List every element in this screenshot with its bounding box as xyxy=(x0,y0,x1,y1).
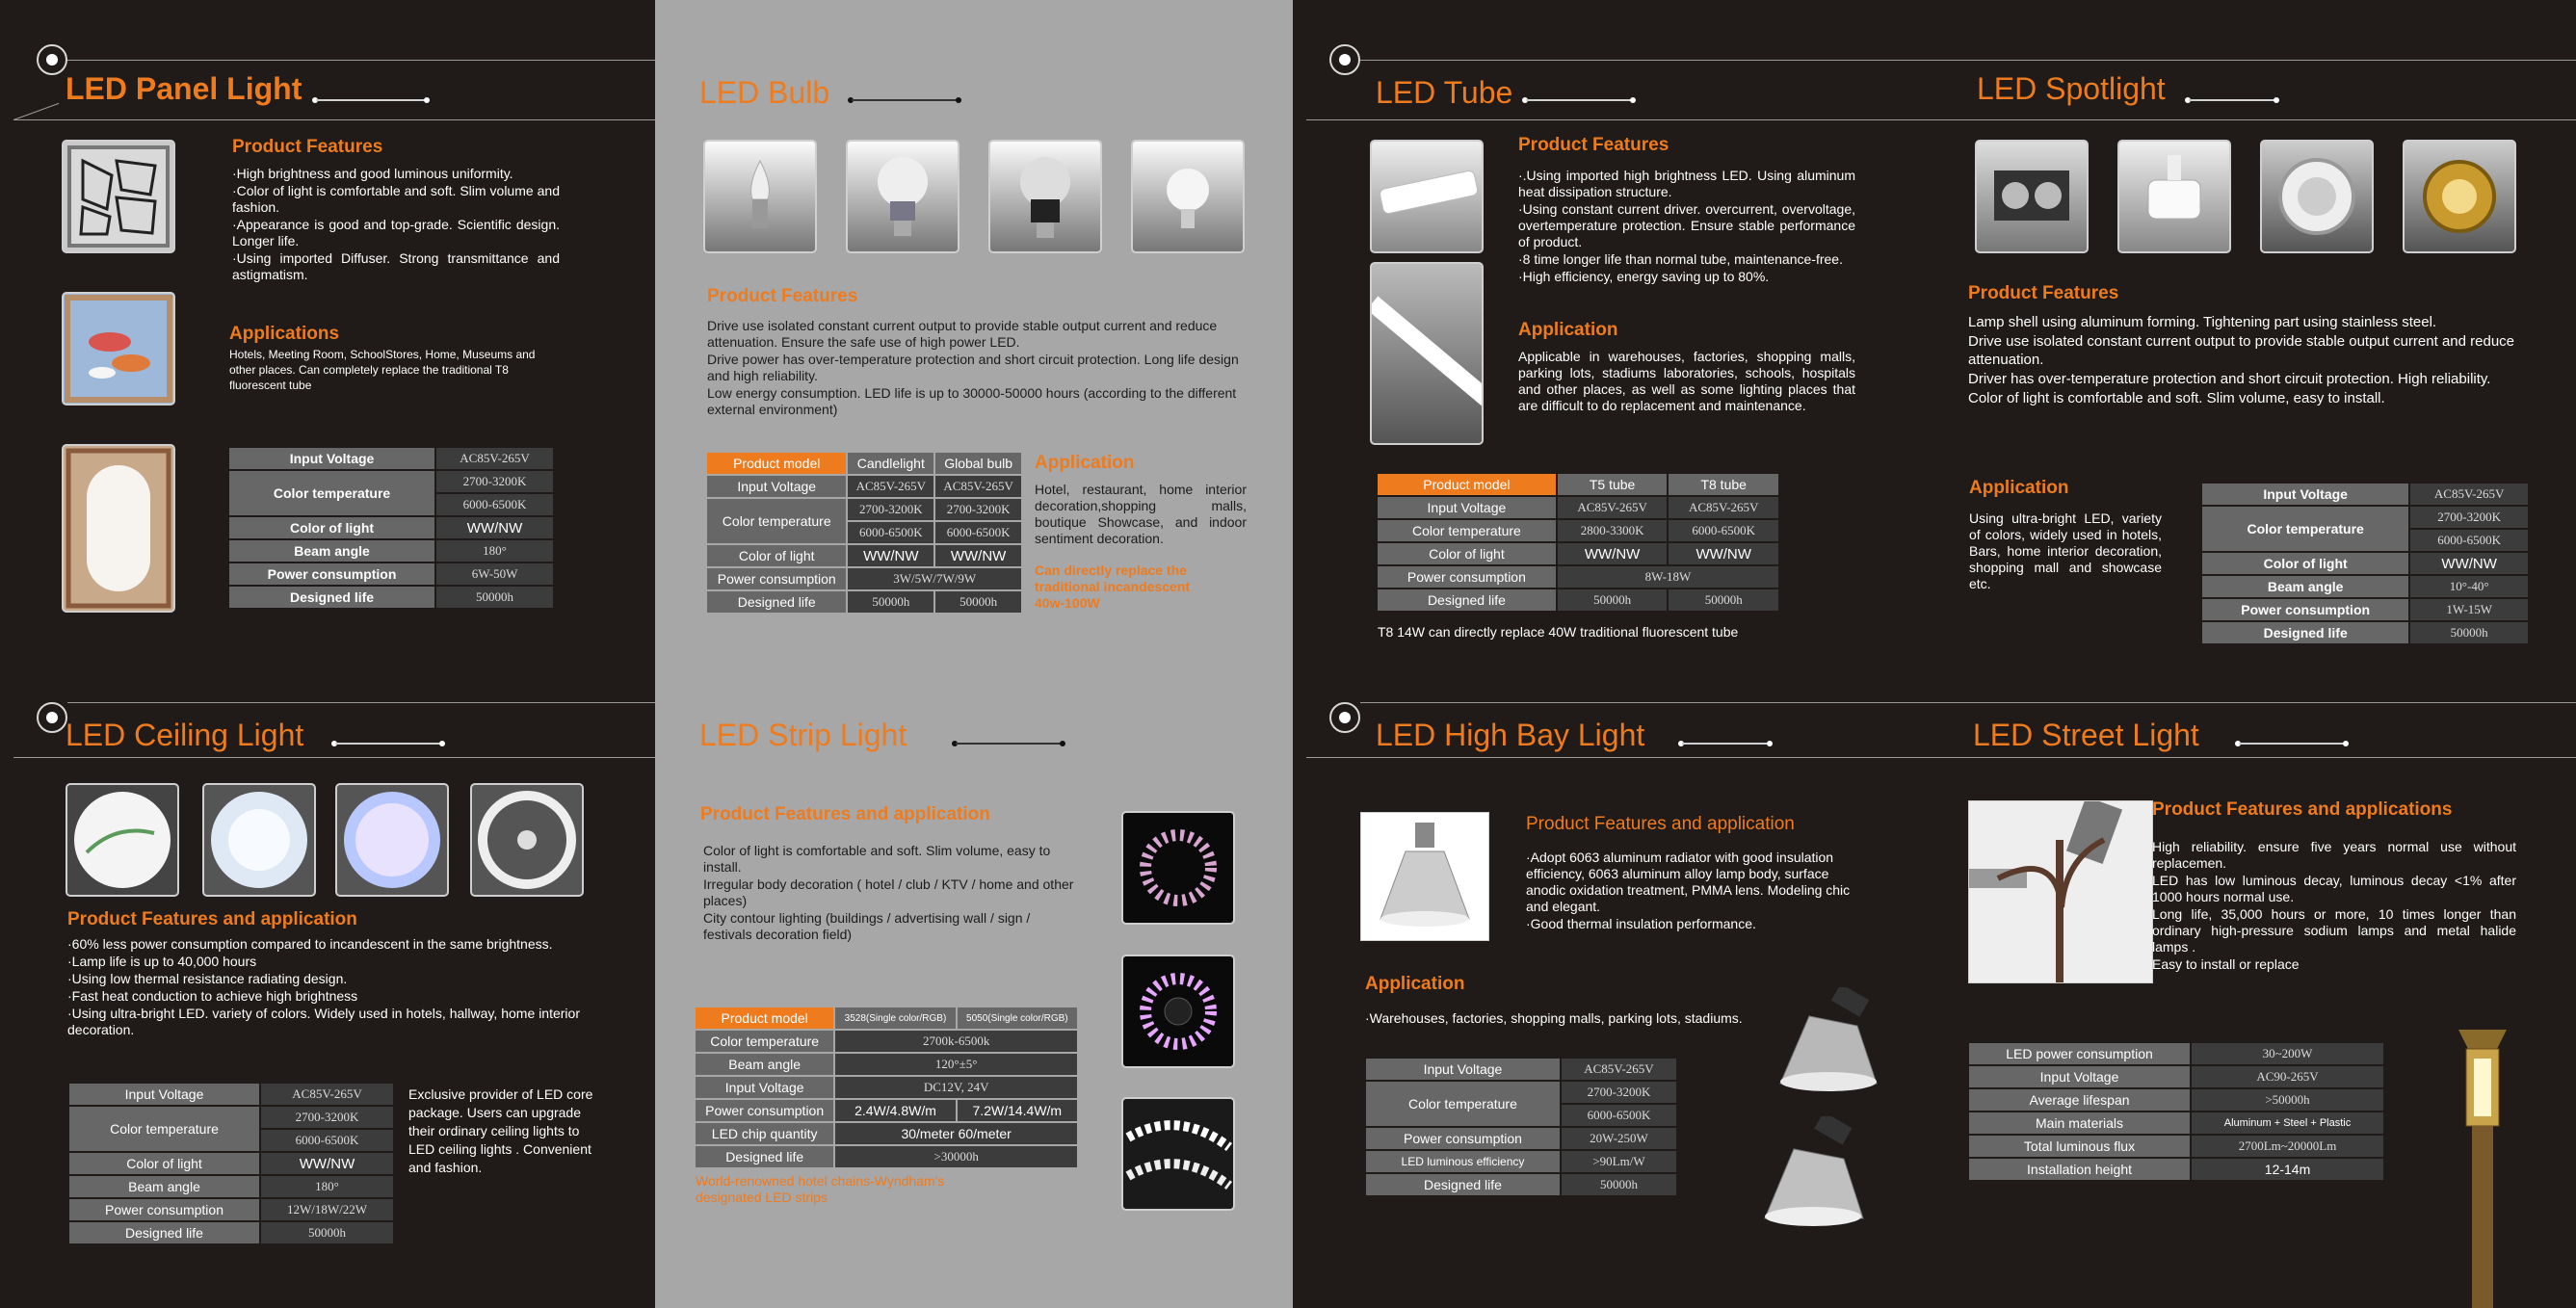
street-photo xyxy=(1968,800,2153,983)
feature-item: Drive power has over-temperature protection and short circuit protection. Long life design and high reliability. xyxy=(707,352,1239,383)
strip-photo-1 xyxy=(1121,811,1235,925)
ceiling-photo-2 xyxy=(202,783,316,897)
spec-label: Average lifespan xyxy=(1969,1089,2190,1111)
table-header: Product model xyxy=(1378,474,1556,495)
spec-label: Power consumption xyxy=(707,568,846,589)
street-section xyxy=(1919,702,2576,1308)
spec-label: LED power consumption xyxy=(1969,1043,2190,1064)
spec-value: 50000h xyxy=(935,591,1021,613)
spec-value: 50000h xyxy=(261,1222,393,1243)
feature-item: ·60% less power consumption compared to incandescent in the same brightness. xyxy=(67,936,553,952)
spec-label: Total luminous flux xyxy=(1969,1136,2190,1157)
ceiling-section xyxy=(0,702,655,1308)
spec-value: AC85V-265V xyxy=(261,1084,393,1105)
spec-label: Power consumption xyxy=(229,563,434,585)
spec-label: Designed life xyxy=(69,1222,259,1243)
spec-label: Color temperature xyxy=(696,1031,833,1052)
spec-label: Designed life xyxy=(1378,589,1556,611)
spotlight-features xyxy=(1968,313,2527,408)
highbay-spec-table xyxy=(1364,1057,1678,1197)
spec-value: AC85V-265V xyxy=(2410,484,2528,505)
spotlight-photo-3 xyxy=(2260,140,2374,253)
spec-label: Power consumption xyxy=(2202,599,2408,620)
spec-value: 2700-3200K xyxy=(261,1107,393,1128)
spec-label: Beam angle xyxy=(2202,576,2408,597)
spec-value: AC90-265V xyxy=(2192,1066,2383,1087)
spec-value: >30000h xyxy=(835,1146,1077,1167)
feature-item: ·Adopt 6063 aluminum radiator with good insulation efficiency, 6063 aluminum alloy lamp body, surface anodic oxidation treatment, PMMA lens. Modeling chic and elegant. xyxy=(1526,850,1851,914)
bulb-section xyxy=(655,0,1293,702)
spec-value: WW/NW xyxy=(1669,543,1778,564)
application-text: Hotel, restaurant, home interior decoration,shopping malls, boutique Showcase, and indoor sentiment decoration. xyxy=(1035,482,1247,546)
spec-label: Input Voltage xyxy=(2202,484,2408,505)
spec-value: 6000-6500K xyxy=(1562,1105,1676,1126)
spec-value: 50000h xyxy=(1562,1174,1676,1195)
spec-value: 30~200W xyxy=(2192,1043,2383,1064)
feature-item: Irregular body decoration ( hotel / club / KTV / home and other places) xyxy=(703,876,1074,908)
spec-value: WW/NW xyxy=(436,517,553,538)
feature-item: Low energy consumption. LED life is up to 30000-50000 hours (according to the different external environment) xyxy=(707,385,1237,417)
ceiling-photo-3 xyxy=(335,783,449,897)
strip-note: World-renowned hotel chains-Wyndham's designated LED strips xyxy=(696,1173,945,1205)
spec-value: WW/NW xyxy=(935,545,1021,566)
spec-value: 6000-6500K xyxy=(848,522,933,543)
feature-item: ·Good thermal insulation performance. xyxy=(1526,916,1756,931)
tube-section xyxy=(1293,0,1919,702)
tube-application-text xyxy=(1518,349,1855,415)
ceiling-side-note: Exclusive provider of LED core package. Users can upgrade their ordinary ceiling lights to LED ceiling lights . Convenient and fashion. xyxy=(408,1086,593,1175)
spec-label: Color temperature xyxy=(1378,520,1556,541)
table-header: T8 tube xyxy=(1669,474,1778,495)
spec-label: Power consumption xyxy=(1366,1128,1560,1149)
spotlight-photo-2 xyxy=(2117,140,2231,253)
feature-item: ·Using constant current driver. overcurrent, overvoltage, overtemperature protection. Ensure stable performance of product. xyxy=(1518,201,1855,249)
strip-photo-2 xyxy=(1121,955,1235,1068)
highbay-lamp-image-1 xyxy=(1771,987,1888,1095)
ceiling-title: LED Ceiling Light xyxy=(66,718,304,752)
ceiling-features xyxy=(67,936,580,1039)
bulb-spec-table xyxy=(705,451,1023,615)
spec-label: Color of light xyxy=(229,517,434,538)
spotlight-photo-4 xyxy=(2403,140,2516,253)
spec-value: 12-14m xyxy=(2192,1159,2383,1180)
spec-label: Power consumption xyxy=(1378,566,1556,588)
strip-photo-3 xyxy=(1121,1097,1235,1211)
panel-light-features xyxy=(232,166,560,284)
spec-label: Color of light xyxy=(2202,553,2408,574)
spec-label: Color of light xyxy=(707,545,846,566)
spec-label: Designed life xyxy=(696,1146,833,1167)
spec-label: Input Voltage xyxy=(1378,497,1556,518)
spec-value: 2700-3200K xyxy=(2410,507,2528,528)
highbay-section xyxy=(1293,702,1919,1308)
tube-photo-1 xyxy=(1370,140,1484,253)
tube-spec-table xyxy=(1376,472,1780,613)
spec-label: Input Voltage xyxy=(696,1077,833,1098)
spec-value: 6000-6500K xyxy=(1669,520,1778,541)
spec-label: Designed life xyxy=(229,587,434,608)
spec-value: >50000h xyxy=(2192,1089,2383,1111)
spotlight-application-text xyxy=(1969,510,2162,593)
spotlight-section xyxy=(1919,0,2576,702)
spec-value: Aluminum + Steel + Plastic xyxy=(2192,1112,2383,1134)
tube-features-heading: Product Features xyxy=(1518,135,1669,155)
tube-application-heading: Application xyxy=(1518,320,1618,340)
panel-light-applications-text: Hotels, Meeting Room, SchoolStores, Home, Museums and other places. Can completely replace the traditional T8 fluorescent tube xyxy=(229,348,536,392)
spec-value: 50000h xyxy=(1558,589,1668,611)
panel-light-photo-3 xyxy=(62,444,175,613)
feature-item: Color of light is comfortable and soft. Slim volume, easy to install. xyxy=(1968,390,2385,406)
panel-light-applications-heading: Applications xyxy=(229,324,340,344)
spec-label: Beam angle xyxy=(69,1176,259,1197)
bulb-photo-candle xyxy=(703,140,817,253)
feature-item: Drive use isolated constant current output to provide stable output current and reduce attenuation. Ensure the safe use of high power LED. xyxy=(707,318,1218,350)
panel-light-spec-table xyxy=(227,446,555,610)
spec-value: 180° xyxy=(261,1176,393,1197)
spec-value: 8W-18W xyxy=(1558,566,1778,588)
bulb-application-heading: Application xyxy=(1035,453,1135,473)
feature-item: ·Using ultra-bright LED. variety of colors. Widely used in hotels, hallway, home interior decoration. xyxy=(67,1006,580,1037)
spec-label: Color of light xyxy=(1378,543,1556,564)
tube-note: T8 14W can directly replace 40W traditional fluorescent tube xyxy=(1378,624,1739,640)
feature-item: LED has low luminous decay, luminous decay <1% after 1000 hours normal use. xyxy=(2152,873,2516,904)
ceiling-photo-4 xyxy=(470,783,584,897)
bulb-application-text xyxy=(1035,482,1247,548)
spec-label: Beam angle xyxy=(229,540,434,562)
spec-value: 2800-3300K xyxy=(1558,520,1668,541)
highbay-lamp-image-2 xyxy=(1755,1116,1875,1232)
strip-features xyxy=(703,843,1079,944)
bulb-features xyxy=(707,318,1247,419)
spec-value: 2700-3200K xyxy=(848,499,933,520)
spec-label: Power consumption xyxy=(69,1199,259,1220)
highbay-features-heading: Product Features and application xyxy=(1526,814,1795,834)
spotlight-features-heading: Product Features xyxy=(1968,283,2119,303)
table-header: Product model xyxy=(696,1007,833,1029)
bulb-photo-global-2 xyxy=(988,140,1102,253)
strip-section xyxy=(655,702,1293,1308)
spotlight-spec-table xyxy=(2200,482,2530,645)
application-text: Using ultra-bright LED, variety of colors, widely used in hotels, Bars, home interior decoration, shopping mall and showcase etc. xyxy=(1969,510,2162,591)
spec-label: Main materials xyxy=(1969,1112,2190,1134)
panel-light-features-heading: Product Features xyxy=(232,137,383,157)
application-text: Applicable in warehouses, factories, shopping malls, parking lots, stadiums laboratories, schools, hospitals and other places, as well as some lighting places that are difficult to do replacement and maintenance. xyxy=(1518,349,1855,413)
table-header: 3528(Single color/RGB) xyxy=(835,1007,955,1029)
panel-light-title: LED Panel Light xyxy=(66,71,302,106)
spec-value: 2700Lm~20000Lm xyxy=(2192,1136,2383,1157)
spec-value: 30/meter 60/meter xyxy=(835,1123,1077,1144)
feature-item: ·Appearance is good and top-grade. Scientific design. Longer life. xyxy=(232,217,560,249)
table-header: 5050(Single color/RGB) xyxy=(958,1007,1077,1029)
spec-value: 120°±5° xyxy=(835,1054,1077,1075)
ceiling-features-heading: Product Features and application xyxy=(67,909,357,929)
spec-label: Input Voltage xyxy=(1969,1066,2190,1087)
spec-value: AC85V-265V xyxy=(1669,497,1778,518)
spec-value: 20W-250W xyxy=(1562,1128,1676,1149)
section-marker-icon xyxy=(37,702,67,733)
spec-value: 180° xyxy=(436,540,553,562)
feature-item: High reliability. ensure five years normal use without replacemen. xyxy=(2152,839,2516,871)
bulb-replace-note: Can directly replace the traditional incandescent 40w-100W xyxy=(1035,562,1191,611)
spec-value: AC85V-265V xyxy=(848,476,933,497)
strip-spec-table xyxy=(694,1006,1079,1169)
feature-item: ·Using low thermal resistance radiating design. xyxy=(67,971,348,986)
spec-value: DC12V, 24V xyxy=(835,1077,1077,1098)
spec-label: Color of light xyxy=(69,1153,259,1174)
bulb-photo-mini xyxy=(1131,140,1245,253)
spotlight-photo-1 xyxy=(1975,140,2089,253)
feature-item: City contour lighting (buildings / advertising wall / sign / festivals decoration field) xyxy=(703,910,1031,942)
bulb-title: LED Bulb xyxy=(699,75,830,110)
feature-item: Long life, 35,000 hours or more, 10 times longer than ordinary high-pressure sodium lamps and metal halide lamps . xyxy=(2152,906,2516,955)
garden-lamp-image xyxy=(2439,1010,2526,1308)
spec-label: Designed life xyxy=(707,591,846,613)
spec-value: WW/NW xyxy=(848,545,933,566)
feature-item: Lamp shell using aluminum forming. Tightening part using stainless steel. xyxy=(1968,314,2437,330)
spec-label: LED chip quantity xyxy=(696,1123,833,1144)
spec-value: AC85V-265V xyxy=(935,476,1021,497)
spec-value: 50000h xyxy=(1669,589,1778,611)
feature-item: Drive use isolated constant current output to provide stable output current and reduce attenuation. xyxy=(1968,333,2515,368)
spec-value: 10°-40° xyxy=(2410,576,2528,597)
spec-label: LED luminous efficiency xyxy=(1366,1151,1560,1172)
bulb-features-heading: Product Features xyxy=(707,286,858,306)
spec-value: WW/NW xyxy=(1558,543,1668,564)
feature-item: ·High efficiency, energy saving up to 80%. xyxy=(1518,269,1770,284)
feature-item: Driver has over-temperature protection and short circuit protection. High reliability. xyxy=(1968,371,2491,387)
spec-value: 50000h xyxy=(2410,622,2528,643)
feature-item: ·.Using imported high brightness LED. Using aluminum heat dissipation structure. xyxy=(1518,168,1855,199)
spec-value: AC85V-265V xyxy=(436,448,553,469)
bulb-photo-global-1 xyxy=(846,140,959,253)
spec-value: 2700-3200K xyxy=(935,499,1021,520)
spec-value: 2700-3200K xyxy=(1562,1082,1676,1103)
feature-item: ·Fast heat conduction to achieve high brightness xyxy=(67,988,358,1004)
spotlight-title: LED Spotlight xyxy=(1977,71,2166,106)
ceiling-spec-table xyxy=(67,1082,395,1245)
section-marker-icon xyxy=(37,44,67,75)
spec-label: Input Voltage xyxy=(229,448,434,469)
feature-item: ·8 time longer life than normal tube, maintenance-free. xyxy=(1518,251,1843,267)
feature-item: ·Using imported Diffuser. Strong transmittance and astigmatism. xyxy=(232,250,560,282)
spec-label: Color temperature xyxy=(69,1107,259,1151)
spec-label: Color temperature xyxy=(707,499,846,543)
spec-value: AC85V-265V xyxy=(1562,1059,1676,1080)
spec-value: >90Lm/W xyxy=(1562,1151,1676,1172)
tube-features xyxy=(1518,168,1855,286)
spec-label: Power consumption xyxy=(696,1100,833,1121)
section-marker-icon xyxy=(1329,702,1360,733)
ceiling-photo-1 xyxy=(66,783,179,897)
spec-value: 6000-6500K xyxy=(436,494,553,515)
table-header: T5 tube xyxy=(1558,474,1668,495)
feature-item: Color of light is comfortable and soft. Slim volume, easy to install. xyxy=(703,843,1051,875)
spec-value: 6000-6500K xyxy=(2410,530,2528,551)
spec-value: 7.2W/14.4W/m xyxy=(958,1100,1077,1121)
spec-label: Input Voltage xyxy=(707,476,846,497)
highbay-features xyxy=(1526,850,1863,933)
spec-label: Beam angle xyxy=(696,1054,833,1075)
spec-value: 6W-50W xyxy=(436,563,553,585)
spec-label: Input Voltage xyxy=(69,1084,259,1105)
highbay-title: LED High Bay Light xyxy=(1376,718,1645,752)
spec-value: WW/NW xyxy=(261,1153,393,1174)
spec-label: Designed life xyxy=(1366,1174,1560,1195)
highbay-photo xyxy=(1360,812,1489,941)
spec-label: Designed life xyxy=(2202,622,2408,643)
tube-photo-2 xyxy=(1370,262,1484,445)
spec-value: 2700k-6500k xyxy=(835,1031,1077,1052)
table-header: Global bulb xyxy=(935,453,1021,474)
spec-label: Input Voltage xyxy=(1366,1059,1560,1080)
spec-value: AC85V-265V xyxy=(1558,497,1668,518)
tube-title: LED Tube xyxy=(1376,75,1513,110)
spotlight-application-heading: Application xyxy=(1969,478,2069,498)
highbay-application-heading: Application xyxy=(1365,974,1465,994)
feature-item: ·High brightness and good luminous uniformity. xyxy=(232,166,513,181)
section-marker-icon xyxy=(1329,44,1360,75)
spec-label: Color temperature xyxy=(229,471,434,515)
panel-light-section xyxy=(0,0,655,702)
feature-item: ·Color of light is comfortable and soft. Slim volume and fashion. xyxy=(232,183,560,215)
spec-value: 50000h xyxy=(436,587,553,608)
strip-title: LED Strip Light xyxy=(699,718,907,752)
spec-label: Color temperature xyxy=(1366,1082,1560,1126)
spec-value: 12W/18W/22W xyxy=(261,1199,393,1220)
spec-value: 2700-3200K xyxy=(436,471,553,492)
highbay-application-text: ·Warehouses, factories, shopping malls, parking lots, stadiums. xyxy=(1365,1010,1743,1026)
spec-value: 50000h xyxy=(848,591,933,613)
panel-light-photo-1 xyxy=(62,140,175,253)
spec-label: Color temperature xyxy=(2202,507,2408,551)
spec-value: WW/NW xyxy=(2410,553,2528,574)
spec-value: 3W/5W/7W/9W xyxy=(848,568,1021,589)
street-title: LED Street Light xyxy=(1973,718,2199,752)
feature-item: Easy to install or replace xyxy=(2152,956,2300,972)
street-features xyxy=(2152,839,2516,974)
feature-item: ·Lamp life is up to 40,000 hours xyxy=(67,954,257,969)
spec-value: 6000-6500K xyxy=(935,522,1021,543)
spec-value: 2.4W/4.8W/m xyxy=(835,1100,955,1121)
table-header: Candlelight xyxy=(848,453,933,474)
panel-light-photo-2 xyxy=(62,292,175,405)
spec-label: Installation height xyxy=(1969,1159,2190,1180)
spec-value: 1W-15W xyxy=(2410,599,2528,620)
street-features-heading: Product Features and applications xyxy=(2152,799,2453,820)
strip-features-heading: Product Features and application xyxy=(700,804,990,824)
street-spec-table xyxy=(1967,1041,2385,1182)
table-header: Product model xyxy=(707,453,846,474)
spec-value: 6000-6500K xyxy=(261,1130,393,1151)
